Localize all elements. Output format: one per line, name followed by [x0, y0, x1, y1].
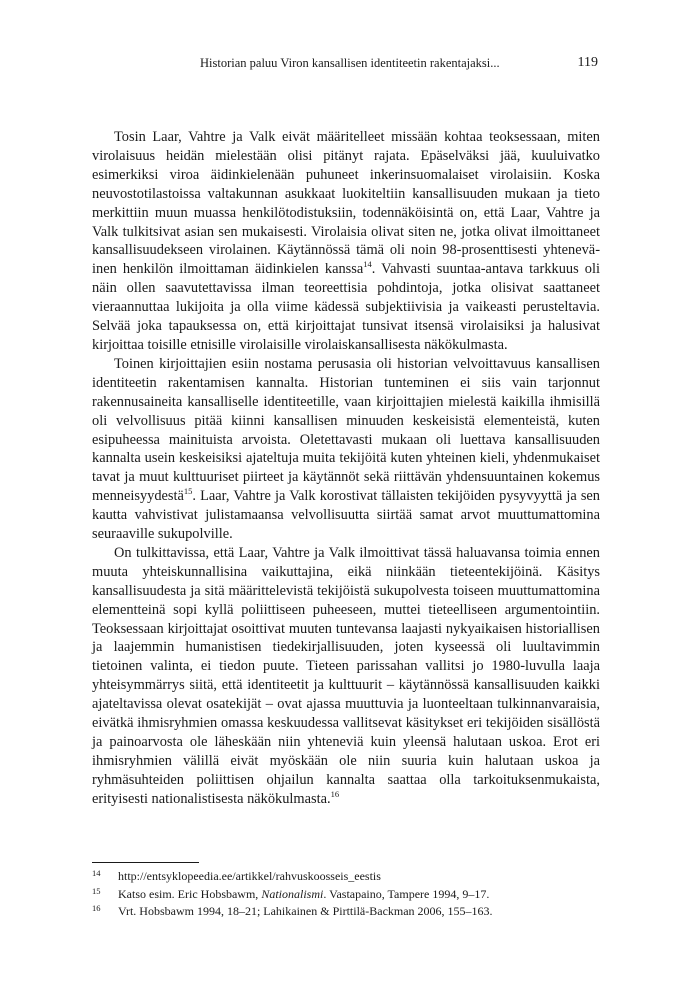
footnotes	[92, 868, 600, 921]
body-text	[92, 128, 600, 809]
paragraph-text: . Vahvasti suuntaa-antava tarkkuus oli näin ollen saavutettavissa ilman teoreettisia pohdintoja, jotka olisivat saattaneet vieraannuttaa lukijoita ja olla viime kädessä subjektiivisia ja vaikeasti perusteltavia. Selvää joka tapauksessa on, että kirjoittajat tunsivat itsensä virolaisiksi ja halusivat kirjoittaa toisille etnisille virolaisille virolaiskansallisesta näkökulmasta.	[92, 261, 600, 353]
footnote-text: Vrt. Hobsbawm 1994, 18–21; Lahikainen & Pirttilä-Backman 2006, 155–163.	[118, 904, 493, 918]
running-title: Historian paluu Viron kansallisen identiteetin rakentajaksi...	[200, 56, 500, 70]
footnote-text-post: . Vastapaino, Tampere 1994, 9–17.	[323, 886, 490, 901]
footnote-ref-14: 14	[363, 259, 372, 270]
paragraph-text: . Laar, Vahtre ja Valk korostivat tällaisten tekijöiden pysyvyyttä ja sen kautta vahvistivat julistamaansa velvollisuutta siirtää samat arvot muuttumattomina seuraaville sukupolville.	[92, 488, 600, 543]
footnote-ref-16: 16	[330, 788, 340, 799]
footnote-book-title: Nationalismi	[261, 886, 324, 901]
paragraph-text: On tulkittavissa, että Laar, Vahtre ja Valk ilmoittivat tässä haluavansa toimia ennen muuta yhteiskunnallisina vaikuttajina, eikä niinkään tieteentekijöinä. Käsitys kansallisuudesta ja sitä määrittelevistä tekijöistä sukupolvesta toiseen muuttumattomina elementteinä sopi kyllä poliittiseen puheeseen, muttei tieteelliseen argumentointiin. Teoksessaan kirjoittajat osoittivat muuten tuntevansa laajasti nykyaikaisen historiallisen ja laajemmin humanistisen tiedekirjallisuuden, joten kyseessä oli luultavimmin tietoinen valinta, ei tiedon puute. Tieteen parissahan vallitsi jo 1980-luvulla laaja yhteisymmärrys siitä, että identiteetit ja kulttuurit – käytännössä kansallisuuden kaikki ajateltavissa olevat osatekijät – ovat ajassa muuttuvia ja luonteeltaan tulkinnanvaraisia, eivätkä ihmisryhmien omassa keskuudessa vallitsevat käsitykset eri tekijöiden sisällöstä ja painoarvosta ole läheskään niin yhteneviä kuin yleensä halutaan uskoa. Erot eri ihmisryhmien välillä eivät myöskään ole niin suuria kuin halutaan uskoa ja ryhmäsuhteiden poliittisen ohjailun kannalta saattaa olla tarkoituksenmukaista, erityisesti nationalistisesta näkökulmasta.	[92, 544, 600, 807]
footnote-16	[92, 903, 600, 921]
paragraph-text: Toinen kirjoittajien esiin nostama perusasia oli historian velvoittavuus kansallisen identiteetin rakentamisen kannalta. Historian tunteminen ei siis vain tarjonnut rakennusaineita kansalliselle identiteetille, vaan kirjoittajien mielestä kaikilla ihmisillä oli velvollisuus pitää kiinni kansallisen minuuden keskeisistä elementeistä, kuten esipuheessa mainituista arvoista. Oletettavasti mukaan oli luettava kansallisuuden kannalta usein keskeisiksi ajateltuja muita tekijöitä kuten yhteinen kieli, yhdenmukaiset tavat ja muut kulttuuriset piirteet ja käytännöt sekä riittävän yhdensuuntainen kokemus menneisyydestä	[92, 355, 600, 505]
footnote-text-pre: Katso esim. Eric Hobsbawm,	[118, 886, 262, 901]
paragraph-text: Tosin Laar, Vahtre ja Valk eivät määritelleet missään kohtaa teoksessaan, miten virolaisuus heidän mielestään olisi pitänyt rajata. Epäselväksi jää, kuuluivatko esimerkiksi viroa äidinkielenään puhuneet inkerinsuomalaiset virolaisiin. Koska neuvostotilastoissa valtakunnan asukkaat luokiteltiin kansallisuuden mukaan ja tieto merkittiin muun muassa henkilötodistuksiin, todennäköisintä on, että Laar, Vahtre ja Valk tulkitsivat asian sen mukaisesti. Virolaisia olivat siten ne, jotka olivat ilmoittaneet kansallisuudekseen virolainen. Käytännössä tämä oli noin 98-prosenttisesti yhteneväinen henkilön ilmoittaman äidinkielen kanssa	[92, 129, 600, 278]
footnote-number: 15	[92, 885, 101, 896]
footnote-ref-15: 15	[183, 486, 193, 497]
footnote-number: 14	[92, 868, 101, 878]
running-header	[92, 54, 600, 72]
footnote-15	[92, 886, 600, 904]
footnote-divider	[92, 862, 199, 863]
paragraph-1	[92, 128, 600, 355]
paragraph-3	[92, 544, 600, 809]
footnote-14	[92, 868, 600, 886]
page-number: 119	[577, 55, 598, 70]
footnote-text	[118, 887, 489, 901]
footnote-text: http://entsyklopeedia.ee/artikkel/rahvuskoosseis_eestis	[118, 869, 381, 883]
paragraph-2	[92, 355, 600, 544]
footnote-number: 16	[92, 903, 101, 913]
